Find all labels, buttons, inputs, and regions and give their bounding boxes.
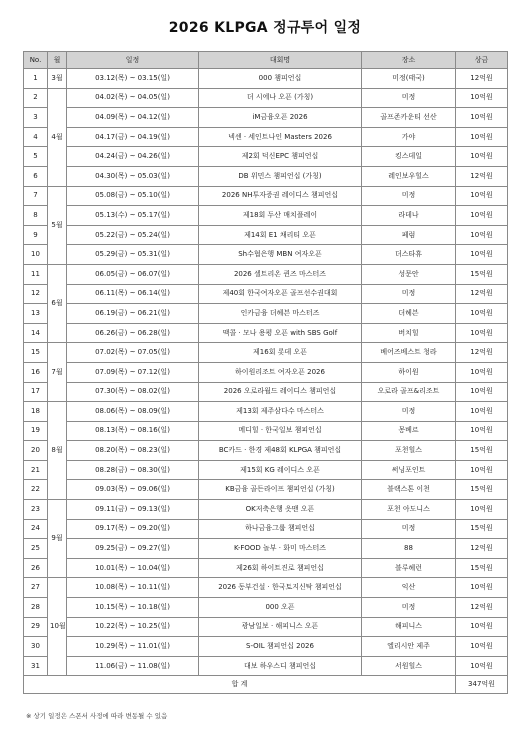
cell-event: 넥센 · 세인트나인 Masters 2026 (199, 127, 362, 147)
table-row (24, 343, 508, 363)
cell-no: 3 (24, 108, 48, 128)
cell-date: 08.28(금) ~ 08.30(일) (67, 460, 199, 480)
schedule-table (23, 51, 508, 694)
cell-venue: 포천 아도니스 (362, 500, 456, 520)
cell-venue: 베어즈베스트 청라 (362, 343, 456, 363)
cell-event: Sh수협은행 MBN 여자오픈 (199, 245, 362, 265)
total-row (24, 676, 508, 694)
cell-event: 대보 하우스디 챔피언십 (199, 656, 362, 676)
cell-event: 맥콜 · 모나 용평 오픈 with SBS Golf (199, 323, 362, 343)
cell-venue: 해피니스 (362, 617, 456, 637)
cell-prize: 10억원 (456, 127, 508, 147)
cell-venue: 미정 (362, 186, 456, 206)
cell-venue: 블루헤런 (362, 558, 456, 578)
cell-no: 17 (24, 382, 48, 402)
table-row (24, 598, 508, 618)
cell-prize: 15억원 (456, 264, 508, 284)
cell-prize: 15억원 (456, 480, 508, 500)
table-row (24, 245, 508, 265)
cell-venue: 써닝포인트 (362, 460, 456, 480)
footnote: ※ 상기 일정은 스폰서 사정에 따라 변동될 수 있음 (26, 712, 168, 720)
table-row (24, 127, 508, 147)
cell-no: 13 (24, 304, 48, 324)
cell-month: 7월 (48, 343, 67, 402)
cell-venue: 미정 (362, 519, 456, 539)
cell-date: 04.02(목) ~ 04.05(일) (67, 88, 199, 108)
table-row (24, 166, 508, 186)
cell-prize: 10억원 (456, 362, 508, 382)
cell-no: 6 (24, 166, 48, 186)
cell-venue: 킹스데일 (362, 147, 456, 167)
cell-date: 09.25(금) ~ 09.27(일) (67, 539, 199, 559)
cell-event: 000 챔피언십 (199, 69, 362, 89)
cell-date: 05.13(수) ~ 05.17(일) (67, 206, 199, 226)
cell-date: 09.03(목) ~ 09.06(일) (67, 480, 199, 500)
cell-no: 29 (24, 617, 48, 637)
cell-no: 16 (24, 362, 48, 382)
table-row (24, 147, 508, 167)
table-row (24, 186, 508, 206)
table-row (24, 69, 508, 89)
cell-event: 하이원리조트 여자오픈 2026 (199, 362, 362, 382)
cell-venue: 미정 (362, 598, 456, 618)
cell-venue: 라데나 (362, 206, 456, 226)
cell-no: 15 (24, 343, 48, 363)
cell-event: KB금융 골든라이프 챔피언십 (가칭) (199, 480, 362, 500)
cell-date: 06.11(목) ~ 06.14(일) (67, 284, 199, 304)
cell-venue: 미정 (362, 402, 456, 422)
cell-date: 08.20(목) ~ 08.23(일) (67, 441, 199, 461)
table-row (24, 88, 508, 108)
cell-date: 10.08(목) ~ 10.11(일) (67, 578, 199, 598)
schedule-body (24, 69, 508, 676)
cell-date: 07.09(목) ~ 07.12(일) (67, 362, 199, 382)
table-row (24, 460, 508, 480)
cell-no: 31 (24, 656, 48, 676)
cell-no: 2 (24, 88, 48, 108)
cell-prize: 12억원 (456, 343, 508, 363)
cell-event: 메디힐 · 한국일보 챔피언십 (199, 421, 362, 441)
table-row (24, 558, 508, 578)
cell-event: 2026 동부건설 · 한국토지신탁 챔피언십 (199, 578, 362, 598)
table-row (24, 617, 508, 637)
table-row (24, 108, 508, 128)
cell-venue: 엘리시안 제주 (362, 637, 456, 657)
cell-event: S-OIL 챔피언십 2026 (199, 637, 362, 657)
cell-event: 제14회 E1 채리티 오픈 (199, 225, 362, 245)
cell-event: 2026 셀트리온 퀸즈 마스터즈 (199, 264, 362, 284)
cell-prize: 10억원 (456, 147, 508, 167)
cell-date: 10.01(목) ~ 10.04(일) (67, 558, 199, 578)
cell-date: 09.17(목) ~ 09.20(일) (67, 519, 199, 539)
cell-date: 04.30(목) ~ 05.03(일) (67, 166, 199, 186)
table-row (24, 284, 508, 304)
cell-month: 5월 (48, 186, 67, 264)
header-date: 일정 (67, 52, 199, 69)
cell-event: 제16회 롯데 오픈 (199, 343, 362, 363)
table-row (24, 441, 508, 461)
cell-date: 06.19(금) ~ 06.21(일) (67, 304, 199, 324)
cell-no: 22 (24, 480, 48, 500)
cell-month: 9월 (48, 500, 67, 578)
cell-prize: 15억원 (456, 519, 508, 539)
table-row (24, 225, 508, 245)
cell-no: 26 (24, 558, 48, 578)
cell-prize: 10억원 (456, 206, 508, 226)
cell-date: 04.24(금) ~ 04.26(일) (67, 147, 199, 167)
table-row (24, 637, 508, 657)
cell-prize: 10억원 (456, 402, 508, 422)
cell-prize: 10억원 (456, 323, 508, 343)
cell-venue: 페럼 (362, 225, 456, 245)
cell-no: 12 (24, 284, 48, 304)
cell-no: 1 (24, 69, 48, 89)
cell-event: BC카드 · 한경 제48회 KLPGA 챔피언십 (199, 441, 362, 461)
cell-venue: 블랙스톤 이천 (362, 480, 456, 500)
cell-no: 20 (24, 441, 48, 461)
cell-no: 11 (24, 264, 48, 284)
cell-event: 2026 오로라월드 레이디스 챔피언십 (199, 382, 362, 402)
cell-month: 8월 (48, 402, 67, 500)
table-row (24, 421, 508, 441)
table-row (24, 519, 508, 539)
cell-event: 제13회 제주삼다수 마스터스 (199, 402, 362, 422)
cell-event: 제40회 한국여자오픈 골프선수권대회 (199, 284, 362, 304)
header-venue: 장소 (362, 52, 456, 69)
cell-date: 06.05(금) ~ 06.07(일) (67, 264, 199, 284)
cell-prize: 15억원 (456, 441, 508, 461)
header-row (24, 52, 508, 69)
cell-event: 제15회 KG 레이디스 오픈 (199, 460, 362, 480)
cell-event: K-FOOD 놀부 · 화미 마스터즈 (199, 539, 362, 559)
table-row (24, 323, 508, 343)
cell-venue: 가야 (362, 127, 456, 147)
cell-event: 더 시에나 오픈 (가칭) (199, 88, 362, 108)
cell-venue: 버치힐 (362, 323, 456, 343)
cell-event: 제18회 두산 매치플레이 (199, 206, 362, 226)
cell-date: 06.26(금) ~ 06.28(일) (67, 323, 199, 343)
cell-venue: 몽베르 (362, 421, 456, 441)
cell-venue: 포천힐스 (362, 441, 456, 461)
cell-date: 11.06(금) ~ 11.08(일) (67, 656, 199, 676)
cell-no: 23 (24, 500, 48, 520)
cell-no: 25 (24, 539, 48, 559)
cell-month: 4월 (48, 88, 67, 186)
cell-month: 10월 (48, 578, 67, 676)
table-row (24, 539, 508, 559)
cell-no: 21 (24, 460, 48, 480)
header-event: 대회명 (199, 52, 362, 69)
cell-date: 04.09(목) ~ 04.12(일) (67, 108, 199, 128)
cell-date: 05.29(금) ~ 05.31(일) (67, 245, 199, 265)
cell-event: 000 오픈 (199, 598, 362, 618)
total-prize: 347억원 (456, 676, 508, 694)
cell-date: 05.08(금) ~ 05.10(일) (67, 186, 199, 206)
cell-prize: 10억원 (456, 637, 508, 657)
cell-no: 7 (24, 186, 48, 206)
cell-prize: 10억원 (456, 460, 508, 480)
table-row (24, 206, 508, 226)
total-label: 합 계 (24, 676, 456, 694)
cell-venue: 성문안 (362, 264, 456, 284)
cell-prize: 10억원 (456, 421, 508, 441)
cell-no: 10 (24, 245, 48, 265)
cell-no: 4 (24, 127, 48, 147)
cell-event: iM금융오픈 2026 (199, 108, 362, 128)
cell-date: 10.22(목) ~ 10.25(일) (67, 617, 199, 637)
cell-date: 05.22(금) ~ 05.24(일) (67, 225, 199, 245)
cell-venue: 더헤븐 (362, 304, 456, 324)
cell-date: 10.15(목) ~ 10.18(일) (67, 598, 199, 618)
cell-prize: 10억원 (456, 617, 508, 637)
table-row (24, 304, 508, 324)
cell-venue: 레인보우힐스 (362, 166, 456, 186)
cell-no: 5 (24, 147, 48, 167)
cell-venue: 88 (362, 539, 456, 559)
cell-month: 3월 (48, 69, 67, 89)
page-title: 2026 KLPGA 정규투어 일정 (168, 20, 362, 36)
cell-prize: 12억원 (456, 284, 508, 304)
cell-date: 07.30(목) ~ 08.02(일) (67, 382, 199, 402)
cell-date: 07.02(목) ~ 07.05(일) (67, 343, 199, 363)
cell-prize: 12억원 (456, 166, 508, 186)
table-row (24, 362, 508, 382)
cell-event: 제2회 덕신EPC 챔피언십 (199, 147, 362, 167)
cell-prize: 10억원 (456, 225, 508, 245)
cell-event: DB 위민스 챔피언십 (가칭) (199, 166, 362, 186)
cell-venue: 익산 (362, 578, 456, 598)
cell-venue: 서원힐스 (362, 656, 456, 676)
table-row (24, 264, 508, 284)
cell-venue: 미정(태국) (362, 69, 456, 89)
cell-venue: 더스타휴 (362, 245, 456, 265)
cell-no: 9 (24, 225, 48, 245)
cell-date: 03.12(목) ~ 03.15(일) (67, 69, 199, 89)
cell-prize: 10억원 (456, 245, 508, 265)
cell-prize: 10억원 (456, 500, 508, 520)
cell-event: 인카금융 더헤븐 마스터즈 (199, 304, 362, 324)
table-row (24, 500, 508, 520)
cell-no: 18 (24, 402, 48, 422)
cell-no: 28 (24, 598, 48, 618)
cell-prize: 10억원 (456, 578, 508, 598)
cell-no: 30 (24, 637, 48, 657)
cell-no: 8 (24, 206, 48, 226)
cell-no: 19 (24, 421, 48, 441)
table-row (24, 402, 508, 422)
header-month: 월 (48, 52, 67, 69)
cell-date: 08.06(목) ~ 08.09(일) (67, 402, 199, 422)
cell-venue: 미정 (362, 88, 456, 108)
table-row (24, 382, 508, 402)
cell-prize: 10억원 (456, 186, 508, 206)
cell-prize: 10억원 (456, 382, 508, 402)
cell-no: 14 (24, 323, 48, 343)
cell-date: 08.13(목) ~ 08.16(일) (67, 421, 199, 441)
cell-event: 2026 NH투자증권 레이디스 챔피언십 (199, 186, 362, 206)
header-no: No. (24, 52, 48, 69)
cell-no: 24 (24, 519, 48, 539)
cell-prize: 15억원 (456, 558, 508, 578)
cell-prize: 10억원 (456, 656, 508, 676)
table-row (24, 656, 508, 676)
cell-prize: 12억원 (456, 539, 508, 559)
cell-prize: 10억원 (456, 304, 508, 324)
cell-venue: 골프존카운티 선산 (362, 108, 456, 128)
cell-date: 09.11(금) ~ 09.13(일) (67, 500, 199, 520)
cell-prize: 12억원 (456, 598, 508, 618)
cell-prize: 10억원 (456, 88, 508, 108)
cell-event: 광남일보 · 해피니스 오픈 (199, 617, 362, 637)
table-row (24, 578, 508, 598)
header-prize: 상금 (456, 52, 508, 69)
cell-venue: 미정 (362, 284, 456, 304)
cell-venue: 오로라 골프&리조트 (362, 382, 456, 402)
cell-month: 6월 (48, 264, 67, 342)
cell-event: 제26회 하이트진로 챔피언십 (199, 558, 362, 578)
cell-venue: 하이원 (362, 362, 456, 382)
cell-date: 10.29(목) ~ 11.01(일) (67, 637, 199, 657)
table-row (24, 480, 508, 500)
cell-event: OK저축은행 읏맨 오픈 (199, 500, 362, 520)
cell-no: 27 (24, 578, 48, 598)
cell-prize: 12억원 (456, 69, 508, 89)
cell-date: 04.17(금) ~ 04.19(일) (67, 127, 199, 147)
cell-prize: 10억원 (456, 108, 508, 128)
cell-event: 하나금융그룹 챔피언십 (199, 519, 362, 539)
